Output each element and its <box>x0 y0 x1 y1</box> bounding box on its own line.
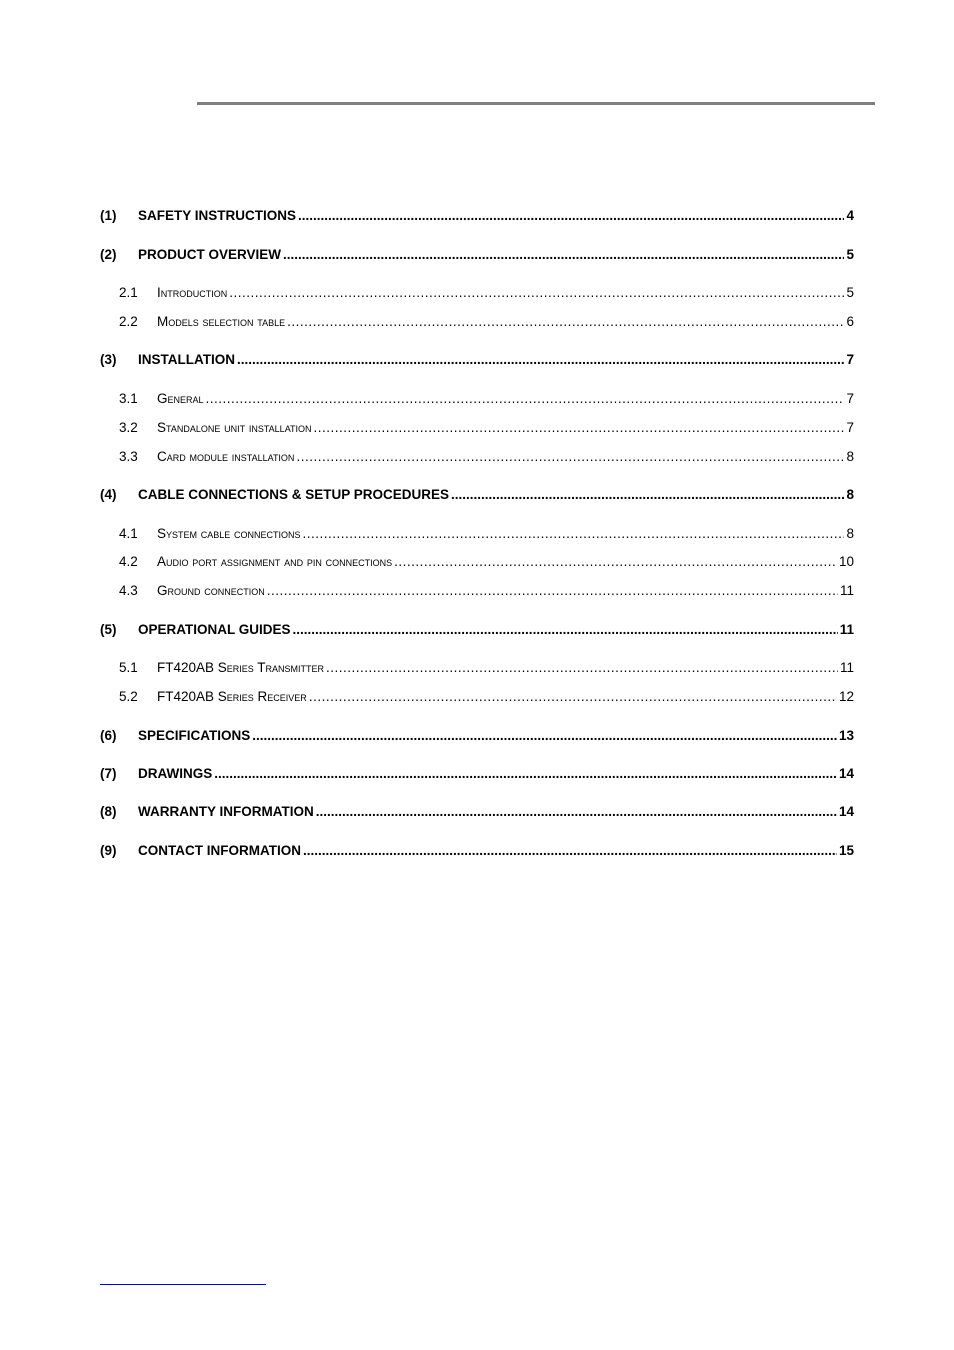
toc-entry-title: OPERATIONAL GUIDES <box>138 622 291 637</box>
toc-entry-page: 5 <box>846 247 854 262</box>
toc-leader-dots <box>314 419 845 437</box>
toc-entry-page: 7 <box>846 420 854 435</box>
toc-entry-number: 4.3 <box>119 583 138 598</box>
toc-entry-installation[interactable] <box>100 351 854 369</box>
toc-entry-number: (3) <box>100 352 117 367</box>
toc-entry-page: 7 <box>846 391 854 406</box>
toc-entry-number: 4.1 <box>119 526 138 541</box>
toc-entry-title: System cable connections <box>157 526 301 541</box>
toc-leader-dots <box>303 525 845 543</box>
toc-entry-transmitter[interactable] <box>100 659 854 677</box>
toc-entry-contact-information[interactable] <box>100 842 854 860</box>
toc-entry-number: (2) <box>100 247 117 262</box>
toc-leader-dots <box>214 765 837 783</box>
toc-entry-page: 14 <box>838 766 854 781</box>
toc-entry-title: Introduction <box>157 285 228 300</box>
toc-entry-general[interactable] <box>100 390 854 408</box>
toc-leader-dots <box>267 582 838 600</box>
toc-entry-number: 3.3 <box>119 449 138 464</box>
toc-entry-number: (4) <box>100 487 117 502</box>
toc-entry-product-overview[interactable] <box>100 246 854 264</box>
toc-entry-system-cable-connections[interactable] <box>100 525 854 543</box>
toc-leader-dots <box>394 553 837 571</box>
toc-entry-title: CABLE CONNECTIONS & SETUP PROCEDURES <box>138 487 450 502</box>
toc-entry-number: 5.1 <box>119 660 138 675</box>
toc-entry-title: SPECIFICATIONS <box>138 728 251 743</box>
toc-entry-title: WARRANTY INFORMATION <box>138 804 314 819</box>
toc-entry-title: Standalone unit installation <box>157 420 312 435</box>
toc-leader-dots <box>303 842 837 860</box>
toc-entry-drawings[interactable] <box>100 765 854 783</box>
toc-entry-models-selection-table[interactable] <box>100 313 854 331</box>
toc-entry-number: 2.1 <box>119 285 138 300</box>
toc-leader-dots <box>296 448 844 466</box>
toc-entry-ground-connection[interactable] <box>100 582 854 600</box>
toc-entry-warranty-information[interactable] <box>100 803 854 821</box>
toc-leader-dots <box>316 803 837 821</box>
toc-leader-dots <box>287 313 844 331</box>
toc-entry-page: 11 <box>839 622 854 637</box>
toc-entry-title: Audio port assignment and pin connections <box>157 554 393 569</box>
toc-leader-dots <box>298 207 844 225</box>
toc-entry-page: 15 <box>838 843 854 858</box>
toc-leader-dots <box>229 284 844 302</box>
toc-entry-title: INSTALLATION <box>138 352 235 367</box>
toc-entry-number: (1) <box>100 208 117 223</box>
toc-entry-page: 4 <box>846 208 854 223</box>
toc-entry-number: 2.2 <box>119 314 138 329</box>
footer-link-underline[interactable] <box>100 1284 266 1285</box>
toc-entry-page: 8 <box>846 526 854 541</box>
toc-entry-page: 7 <box>846 352 854 367</box>
toc-entry-receiver[interactable] <box>100 688 854 706</box>
toc-entry-number: 4.2 <box>119 554 138 569</box>
toc-entry-title: Card module installation <box>157 449 295 464</box>
toc-entry-page: 10 <box>838 554 854 569</box>
toc-entry-page: 8 <box>846 487 854 502</box>
toc-entry-page: 12 <box>838 689 854 704</box>
toc-entry-page: 5 <box>846 285 854 300</box>
toc-leader-dots <box>283 246 844 264</box>
toc-entry-audio-port-assignment[interactable] <box>100 553 854 571</box>
toc-entry-introduction[interactable] <box>100 284 854 302</box>
toc-entry-number: (9) <box>100 843 117 858</box>
toc-entry-card-module-installation[interactable] <box>100 448 854 466</box>
toc-entry-page: 6 <box>846 314 854 329</box>
toc-entry-cable-connections[interactable] <box>100 486 854 504</box>
toc-leader-dots <box>252 727 837 745</box>
toc-entry-safety-instructions[interactable] <box>100 207 854 225</box>
toc-entry-page: 11 <box>839 583 854 598</box>
toc-entry-operational-guides[interactable] <box>100 621 854 639</box>
toc-leader-dots <box>293 621 838 639</box>
toc-entry-title: Ground connection <box>157 583 265 598</box>
toc-entry-title: SAFETY INSTRUCTIONS <box>138 208 297 223</box>
toc-entry-page: 8 <box>846 449 854 464</box>
toc-entry-number: 3.1 <box>119 391 138 406</box>
toc-entry-number: 3.2 <box>119 420 138 435</box>
toc-leader-dots <box>451 486 844 504</box>
toc-leader-dots <box>206 390 845 408</box>
toc-entry-number: (7) <box>100 766 117 781</box>
toc-entry-page: 11 <box>839 660 854 675</box>
toc-entry-number: 5.2 <box>119 689 138 704</box>
toc-entry-number: (8) <box>100 804 117 819</box>
toc-entry-title: FT420AB Series Receiver <box>157 689 307 704</box>
toc-entry-standalone-unit-installation[interactable] <box>100 419 854 437</box>
toc-entry-title: DRAWINGS <box>138 766 213 781</box>
toc-leader-dots <box>237 351 844 369</box>
toc-entry-title: FT420AB Series Transmitter <box>157 660 325 675</box>
toc-entry-page: 14 <box>838 804 854 819</box>
toc-entry-title: Models selection table <box>157 314 286 329</box>
toc-entry-specifications[interactable] <box>100 727 854 745</box>
toc-leader-dots <box>309 688 837 706</box>
toc-entry-title: CONTACT INFORMATION <box>138 843 301 858</box>
toc-entry-number: (6) <box>100 728 117 743</box>
toc-entry-title: General <box>157 391 204 406</box>
toc-entry-page: 13 <box>838 728 854 743</box>
toc-leader-dots <box>326 659 838 677</box>
toc-entry-number: (5) <box>100 622 117 637</box>
toc-entry-title: PRODUCT OVERVIEW <box>138 247 282 262</box>
header-rule <box>197 102 875 105</box>
